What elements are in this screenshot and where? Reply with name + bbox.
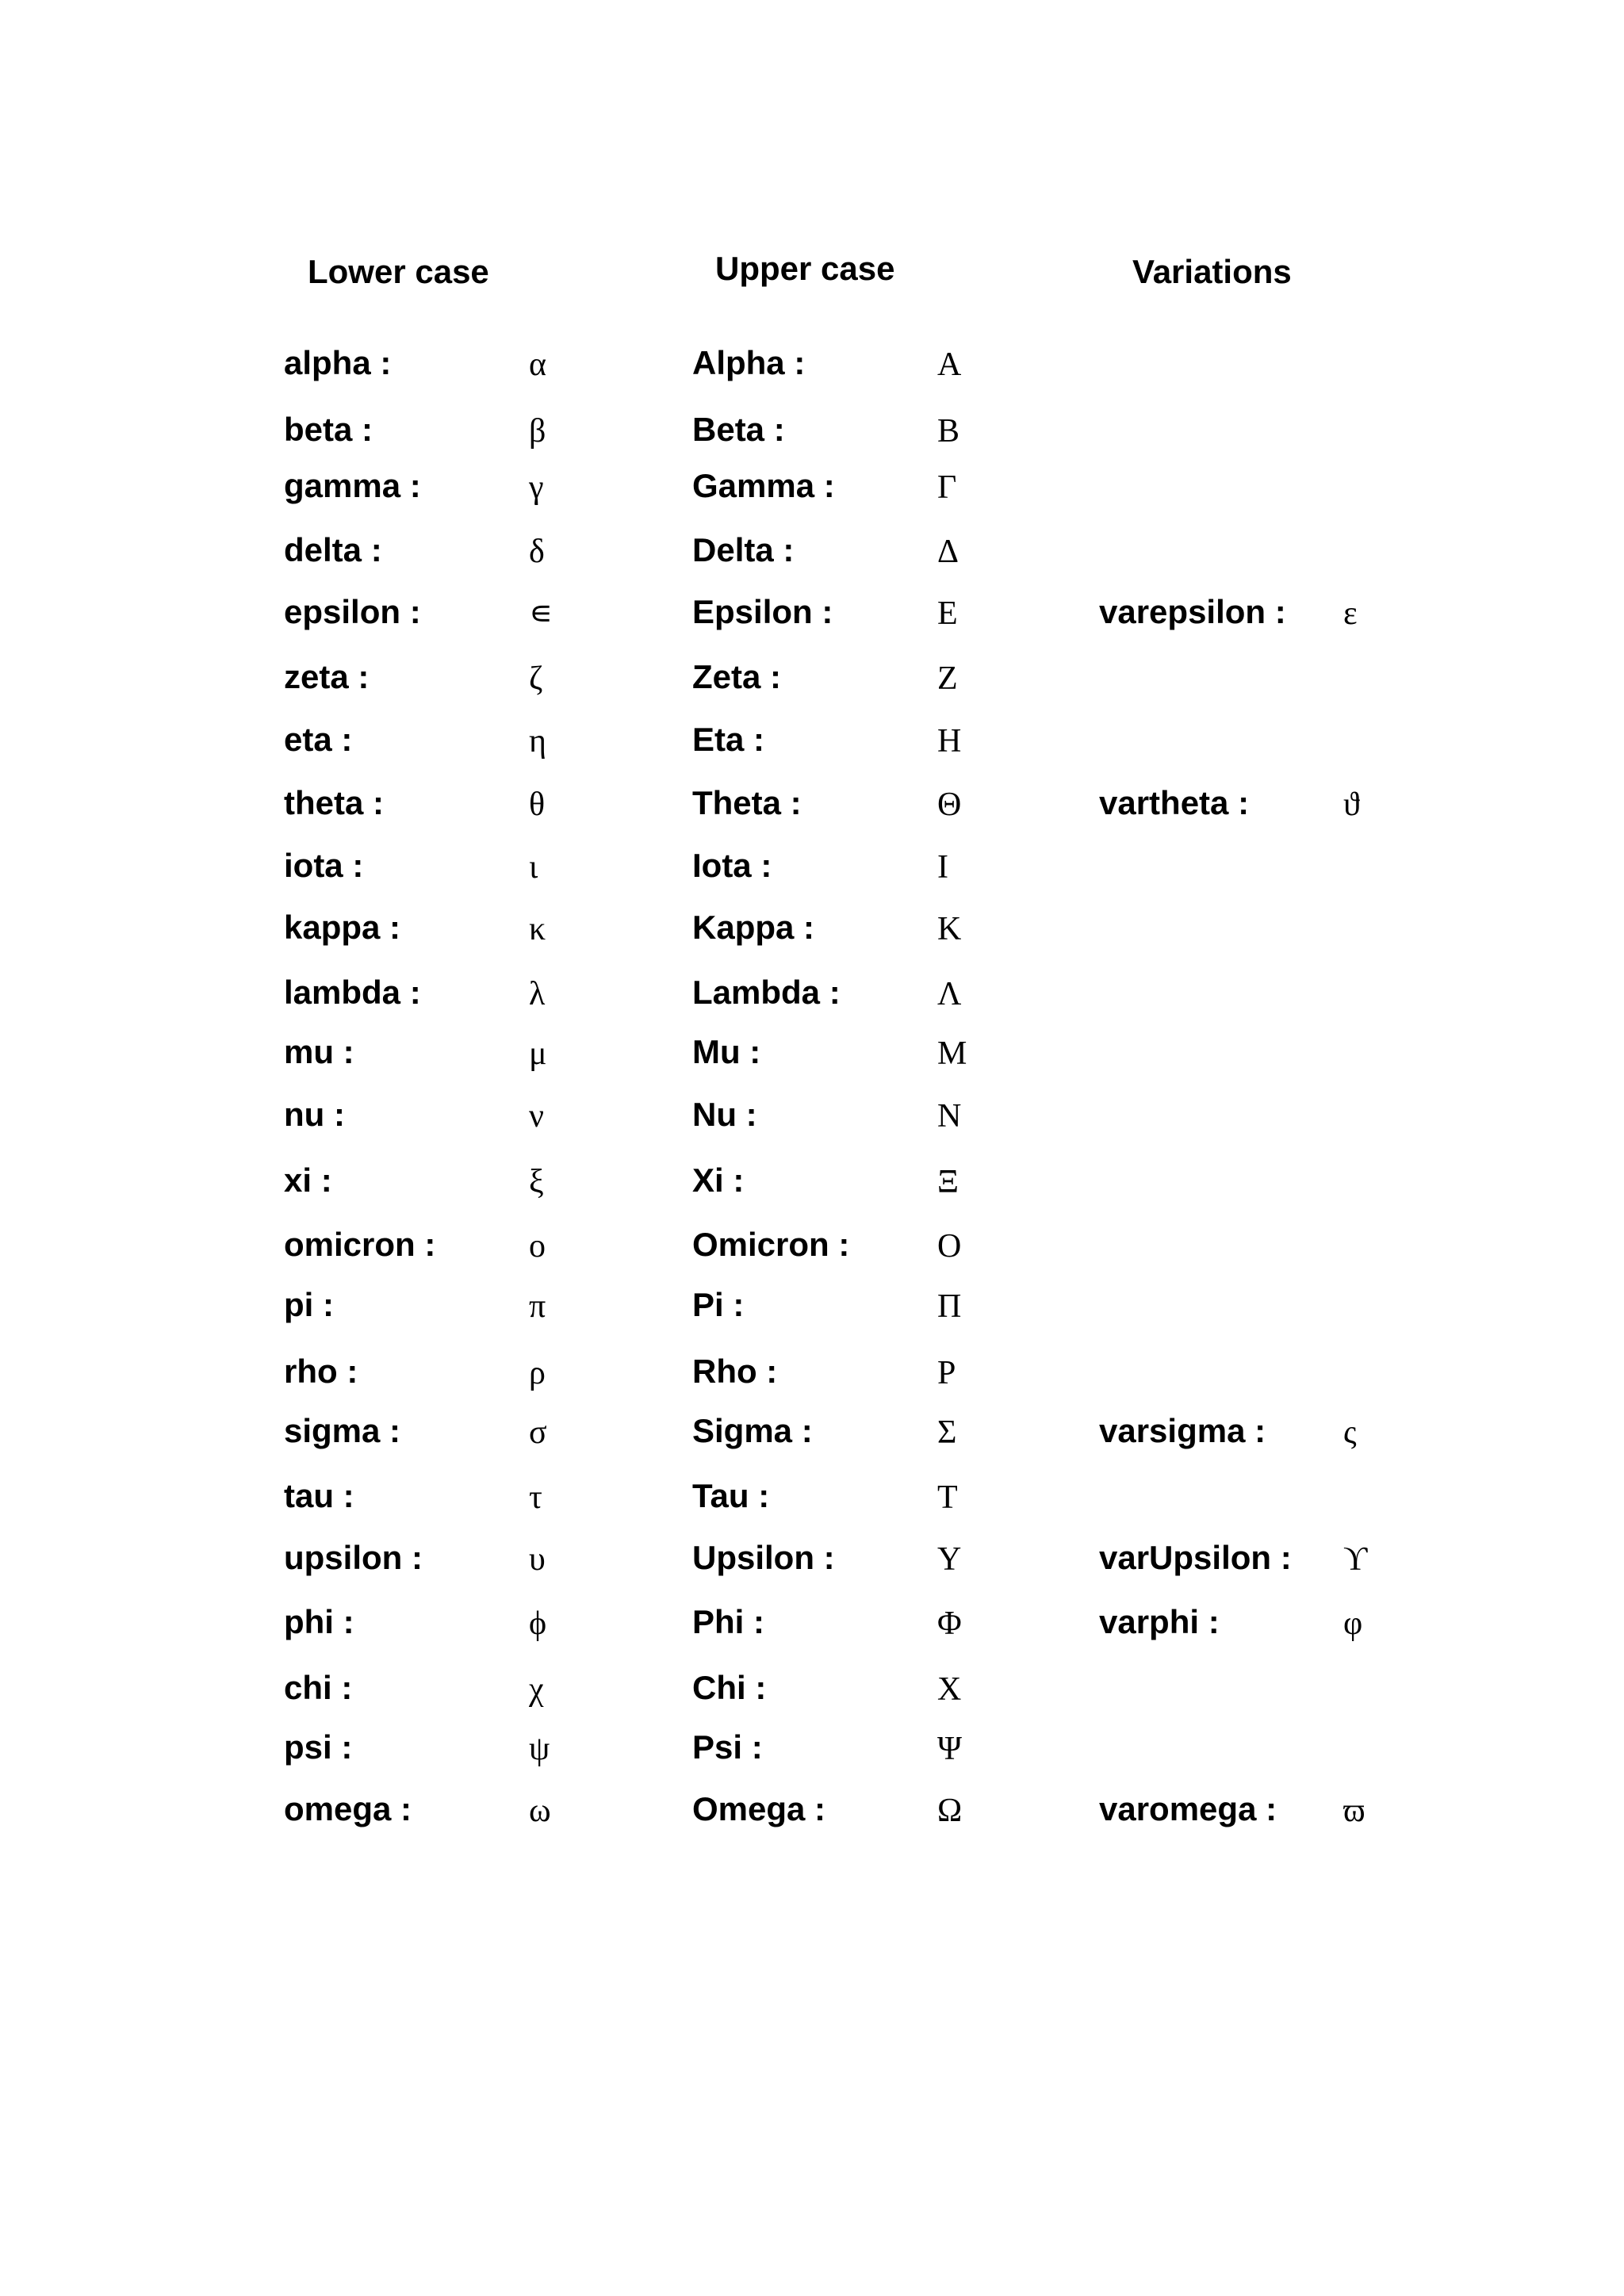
lower-case-label: beta : <box>284 411 373 448</box>
table-row <box>0 1671 1624 1719</box>
upper-case-symbol: Φ <box>937 1605 962 1642</box>
table-row <box>0 1288 1624 1336</box>
lower-case-label: psi : <box>284 1728 353 1766</box>
lower-case-symbol: ν <box>529 1098 544 1135</box>
upper-case-symbol: Ω <box>937 1793 963 1829</box>
upper-case-label: Upsilon : <box>692 1539 835 1576</box>
upper-case-label: Theta : <box>692 784 802 821</box>
lower-case-label: kappa : <box>284 909 401 946</box>
table-row <box>0 1035 1624 1083</box>
lower-case-symbol: ψ <box>529 1731 550 1767</box>
lower-case-symbol: β <box>529 413 546 450</box>
upper-case-symbol: Λ <box>937 976 962 1012</box>
table-row <box>0 976 1624 1024</box>
lower-case-label: tau : <box>284 1477 354 1514</box>
table-row <box>0 723 1624 771</box>
upper-case-label: Epsilon : <box>692 593 833 630</box>
upper-case-symbol: Β <box>937 413 960 450</box>
lower-case-label: chi : <box>284 1669 353 1706</box>
lower-case-label: xi : <box>284 1161 332 1199</box>
upper-case-symbol: Σ <box>937 1414 957 1451</box>
table-row <box>0 531 1624 581</box>
upper-case-label: Lambda : <box>692 974 841 1011</box>
table-row <box>0 660 1624 708</box>
table-row <box>0 1790 1624 1840</box>
lower-case-label: phi : <box>284 1603 354 1640</box>
lower-case-label: upsilon : <box>284 1539 423 1576</box>
table-row <box>0 1541 1624 1589</box>
variation-label: vartheta : <box>1099 784 1250 821</box>
variation-label: varomega : <box>1099 1790 1277 1827</box>
upper-case-symbol: Η <box>937 723 962 760</box>
upper-case-symbol: Υ <box>937 1541 962 1578</box>
lower-case-label: omega : <box>284 1790 412 1827</box>
lower-case-label: omicron : <box>284 1226 436 1263</box>
variation-symbol: φ <box>1343 1605 1363 1642</box>
lower-case-label: theta : <box>284 784 384 821</box>
table-row <box>0 1728 1624 1778</box>
table-row <box>0 413 1624 461</box>
upper-case-symbol: Τ <box>937 1479 958 1516</box>
upper-case-label: Xi : <box>692 1161 745 1199</box>
upper-case-symbol: Ν <box>937 1098 962 1135</box>
upper-case-label: Rho : <box>692 1353 778 1390</box>
upper-case-label: Nu : <box>692 1096 757 1133</box>
lower-case-label: sigma : <box>284 1412 401 1449</box>
upper-case-symbol: Ο <box>937 1228 962 1265</box>
upper-case-label: Chi : <box>692 1669 767 1706</box>
variation-symbol: ϒ <box>1343 1541 1368 1578</box>
table-row <box>0 1098 1624 1146</box>
variation-label: varphi : <box>1099 1603 1220 1640</box>
upper-case-label: Alpha : <box>692 344 806 381</box>
lower-case-label: iota : <box>284 847 364 884</box>
lower-case-symbol: ∊ <box>529 595 553 632</box>
lower-case-label: mu : <box>284 1033 354 1070</box>
lower-case-symbol: ι <box>529 849 538 886</box>
table-row <box>0 786 1624 834</box>
lower-case-symbol: λ <box>529 976 546 1012</box>
upper-case-symbol: Δ <box>937 534 959 570</box>
upper-case-label: Omega : <box>692 1790 826 1827</box>
upper-case-symbol: Γ <box>937 469 957 506</box>
upper-case-symbol: Ψ <box>937 1731 962 1767</box>
lower-case-label: pi : <box>284 1286 334 1323</box>
upper-case-symbol: Χ <box>937 1671 962 1708</box>
table-row <box>0 849 1624 897</box>
lower-case-symbol: υ <box>529 1541 546 1578</box>
variation-symbol: ϑ <box>1343 786 1360 823</box>
lower-case-symbol: τ <box>529 1479 542 1516</box>
upper-case-label: Delta : <box>692 531 795 568</box>
upper-case-symbol: Ρ <box>937 1355 956 1391</box>
variation-symbol: ϖ <box>1343 1793 1365 1829</box>
lower-case-symbol: η <box>529 723 546 760</box>
upper-case-symbol: Ξ <box>937 1164 959 1200</box>
lower-case-symbol: σ <box>529 1414 547 1451</box>
lower-case-label: rho : <box>284 1353 358 1390</box>
table-row <box>0 1228 1624 1276</box>
header-lower-case: Lower case <box>308 253 489 290</box>
table-row <box>0 1605 1624 1653</box>
upper-case-label: Phi : <box>692 1603 764 1640</box>
table-row <box>0 1355 1624 1402</box>
lower-case-symbol: θ <box>529 786 546 823</box>
table-row <box>0 346 1624 394</box>
lower-case-symbol: α <box>529 346 547 383</box>
upper-case-symbol: Α <box>937 346 962 383</box>
lower-case-symbol: ρ <box>529 1355 546 1391</box>
lower-case-symbol: ζ <box>529 660 543 697</box>
upper-case-label: Eta : <box>692 721 765 758</box>
lower-case-label: delta : <box>284 531 382 568</box>
upper-case-symbol: Θ <box>937 786 962 823</box>
variation-symbol: ς <box>1343 1414 1357 1451</box>
lower-case-symbol: ϕ <box>529 1605 547 1642</box>
header-upper-case: Upper case <box>715 250 895 287</box>
table-row <box>0 1479 1624 1527</box>
upper-case-label: Psi : <box>692 1728 763 1766</box>
upper-case-symbol: Π <box>937 1288 962 1325</box>
header-variations: Variations <box>1132 253 1292 290</box>
lower-case-label: zeta : <box>284 658 370 695</box>
lower-case-label: lambda : <box>284 974 421 1011</box>
upper-case-label: Beta : <box>692 411 785 448</box>
variation-label: varepsilon : <box>1099 593 1286 630</box>
table-row <box>0 1414 1624 1462</box>
variation-symbol: ε <box>1343 595 1358 632</box>
variation-label: varUpsilon : <box>1099 1539 1292 1576</box>
lower-case-symbol: μ <box>529 1035 547 1072</box>
table-row <box>0 595 1624 643</box>
lower-case-label: epsilon : <box>284 593 421 630</box>
upper-case-label: Tau : <box>692 1477 770 1514</box>
upper-case-symbol: Μ <box>937 1035 967 1072</box>
lower-case-symbol: γ <box>529 469 544 506</box>
table-row <box>0 469 1624 517</box>
upper-case-label: Mu : <box>692 1033 761 1070</box>
lower-case-label: alpha : <box>284 344 392 381</box>
lower-case-symbol: π <box>529 1288 546 1325</box>
upper-case-symbol: Ζ <box>937 660 958 697</box>
lower-case-symbol: ο <box>529 1228 546 1265</box>
upper-case-label: Sigma : <box>692 1412 813 1449</box>
upper-case-symbol: Κ <box>937 911 962 947</box>
lower-case-symbol: ω <box>529 1793 551 1829</box>
upper-case-label: Kappa : <box>692 909 815 946</box>
lower-case-symbol: κ <box>529 911 546 947</box>
table-row <box>0 1161 1624 1211</box>
upper-case-symbol: Ε <box>937 595 958 632</box>
upper-case-label: Gamma : <box>692 467 835 504</box>
table-row <box>0 911 1624 959</box>
upper-case-label: Zeta : <box>692 658 782 695</box>
lower-case-symbol: ξ <box>529 1164 544 1200</box>
upper-case-label: Pi : <box>692 1286 745 1323</box>
lower-case-label: nu : <box>284 1096 345 1133</box>
lower-case-label: eta : <box>284 721 353 758</box>
lower-case-symbol: δ <box>529 534 545 570</box>
upper-case-label: Iota : <box>692 847 772 884</box>
lower-case-symbol: χ <box>529 1671 544 1708</box>
variation-label: varsigma : <box>1099 1412 1266 1449</box>
upper-case-symbol: Ι <box>937 849 948 886</box>
upper-case-label: Omicron : <box>692 1226 850 1263</box>
lower-case-label: gamma : <box>284 467 421 504</box>
